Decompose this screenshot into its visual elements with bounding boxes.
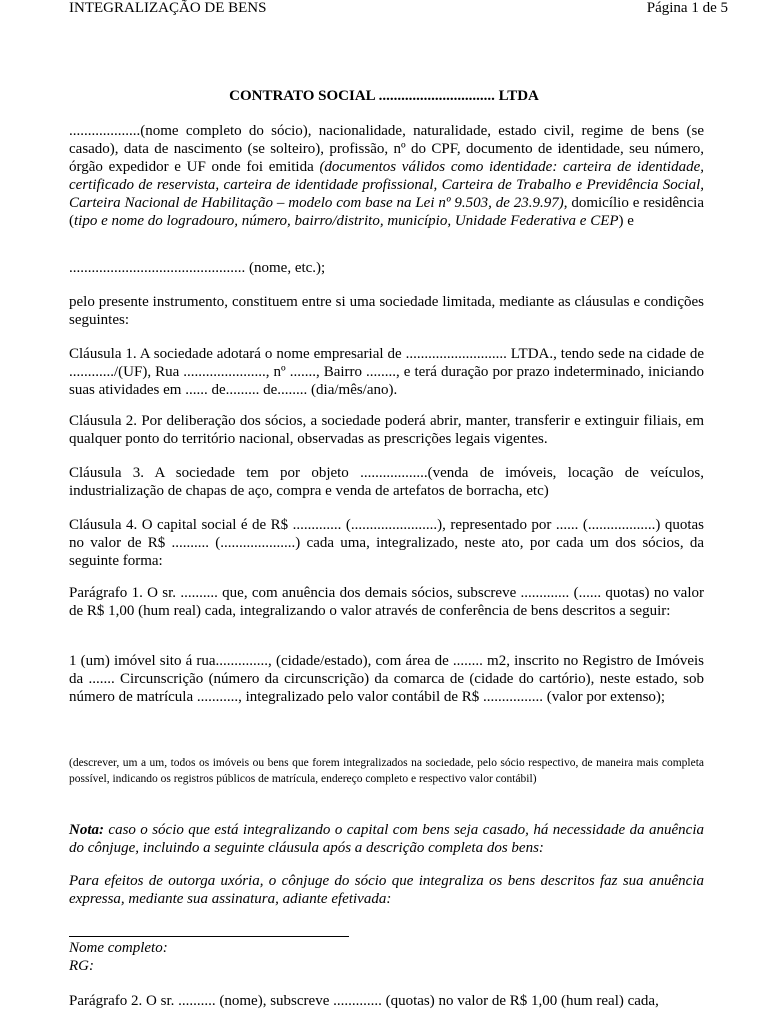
paragrafo-1: Parágrafo 1. O sr. .......... que, com anuência dos demais sócios, subscreve ............. (...... quotas) no valor de R$ 1,00 (hum real) cada, integralizando o valor através de conferência de bens descritos a seguir: <box>69 585 704 619</box>
intro-paragraph <box>69 122 704 230</box>
intro-part-c: , domicílio e residência ( <box>69 195 705 229</box>
outorga-text: Para efeitos de outorga uxória, o cônjuge do sócio que integraliza os bens descritos faz sua anuência expressa, mediante sua assinatura, adiante efetivada: <box>69 873 704 907</box>
clausula-1: Cláusula 1. A sociedade adotará o nome empresarial de ........................... LTDA., tendo sede na cidade de ............/(UF), Rua ......................, nº ......., Bairro ........, e terá duração por prazo indeterminado, iniciando suas atividades em ...... de......... de........ (dia/mês/ano). <box>69 346 704 398</box>
clausula-2: Cláusula 2. Por deliberação dos sócios, a sociedade poderá abrir, manter, transferir e extinguir filiais, em qualquer ponto do território nacional, observadas as prescrições legais vigentes. <box>69 413 704 447</box>
clausula-4: Cláusula 4. O capital social é de R$ ............. (.......................), representado por ...... (..................) quotas no valor de R$ .......... (....................) cada uma, integralizado, neste ato, por cada um dos sócios, da seguinte forma: <box>69 517 704 569</box>
instruction-note: (descrever, um a um, todos os imóveis ou bens que forem integralizados na sociedade, pelo sócio respectivo, de maneira mais completa possível, indicando os registros públicos de matrícula, endereço completo e respectivo valor contábil) <box>69 757 704 785</box>
intro-address-fields: tipo e nome do logradouro, número, bairro/distrito, município, Unidade Federativa e CEP <box>74 213 619 229</box>
header-page-number: Página 1 de 5 <box>646 0 728 16</box>
signature-line <box>69 936 349 937</box>
nota-paragraph <box>69 821 704 857</box>
intro-part-e: ) e <box>618 213 634 229</box>
signature-name-label: Nome completo: <box>69 940 168 956</box>
paragrafo-2: Parágrafo 2. O sr. .......... (nome), subscreve ............. (quotas) no valor de R$ 1,00 (hum real) cada, <box>69 993 659 1009</box>
contract-title: CONTRATO SOCIAL ............................... LTDA <box>229 88 539 104</box>
header-document-title: INTEGRALIZAÇÃO DE BENS <box>69 0 267 16</box>
second-partner-line: ............................................... (nome, etc.); <box>69 260 326 276</box>
intro-id-documents: (documentos válidos como identidade: carteira de identidade, certificado de reservista, carteira de identidade profissional, Carteira de Trabalho e Previdência Social, Carteira Nacional de Habilitação – modelo com base na Lei nº 9.503, de 23.9.97) <box>69 159 704 211</box>
signature-rg-label: RG: <box>69 958 94 974</box>
imovel-description: 1 (um) imóvel sito á rua.............., (cidade/estado), com área de ........ m2, inscrito no Registro de Imóveis da ....... Circunscrição (número da circunscrição) da comarca de (cidade do cartório), neste estado, sob número de matrícula ..........., integralizado pelo valor contábil de R$ ................ (valor por extenso); <box>69 653 704 705</box>
intro-part-a: ...................(nome completo do sócio), nacionalidade, naturalidade, estado civil, regime de bens (se casado), data de nascimento (se solteiro), profissão, nº do CPF, documento de identidade, seu número, órgão expedidor e UF onde foi emitida <box>69 123 704 175</box>
nota-label: Nota: <box>69 822 104 838</box>
nota-text: caso o sócio que está integralizando o capital com bens seja casado, há necessidade da anuência do cônjuge, incluindo a seguinte cláusula após a descrição completa dos bens: <box>69 822 704 856</box>
constitution-paragraph: pelo presente instrumento, constituem entre si uma sociedade limitada, mediante as cláusulas e condições seguintes: <box>69 294 704 328</box>
clausula-3: Cláusula 3. A sociedade tem por objeto ..................(venda de imóveis, locação de veículos, industrialização de chapas de aço, compra e venda de artefatos de borracha, etc) <box>69 465 704 499</box>
outorga-paragraph <box>69 872 704 908</box>
